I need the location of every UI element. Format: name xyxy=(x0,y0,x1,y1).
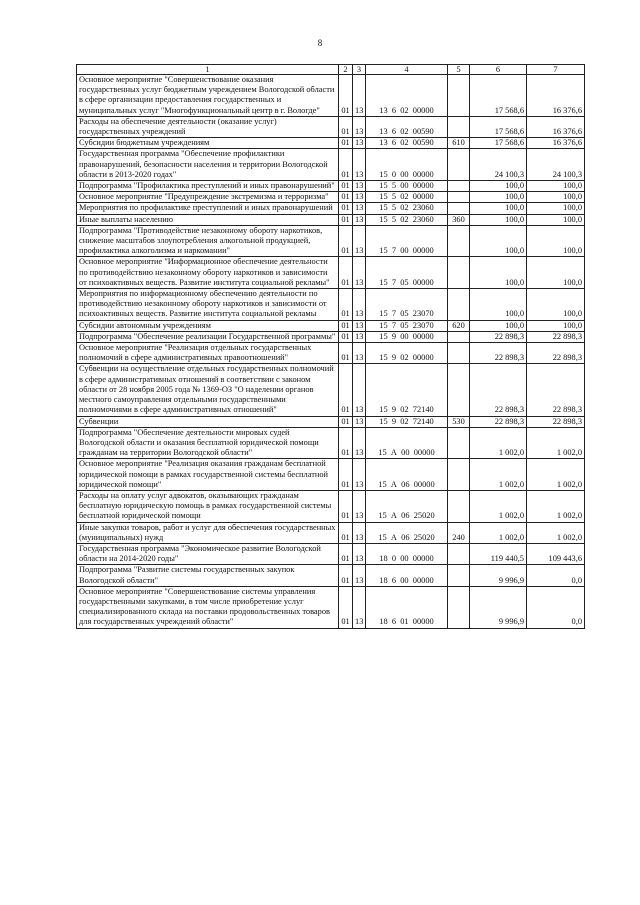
table-row xyxy=(77,565,585,586)
row-subsection-cell: 13 xyxy=(353,225,366,257)
row-amount-1-cell: 22 898,3 xyxy=(470,343,527,364)
row-expense-type-cell xyxy=(448,75,470,117)
row-section-cell: 01 xyxy=(339,192,353,203)
row-amount-2-cell: 1 002,0 xyxy=(527,427,585,459)
row-expense-type-cell xyxy=(448,192,470,203)
table-row xyxy=(77,149,585,181)
row-expense-type-cell xyxy=(448,364,470,416)
row-name-cell: Субвенции на осуществление отдельных государственных полномочий в сфере административных отношений в соответствии с законом области от 28 ноября 2005 года № 1369-ОЗ "О наделении органов местного самоуправления отдельными государственными полномочиями в сфере административных отношений" xyxy=(77,364,339,416)
table-row xyxy=(77,192,585,203)
row-name-cell: Основное мероприятие "Реализация оказания гражданам бесплатной юридической помощи в рамках государственной системы бесплатной юридической помощи" xyxy=(77,459,339,491)
row-subsection-cell: 13 xyxy=(353,331,366,342)
row-amount-2-cell: 1 002,0 xyxy=(527,490,585,522)
table-row xyxy=(77,289,585,321)
row-amount-1-cell: 22 898,3 xyxy=(470,364,527,416)
row-amount-1-cell: 100,0 xyxy=(470,203,527,214)
row-expense-type-cell: 360 xyxy=(448,214,470,225)
row-section-cell: 01 xyxy=(339,522,353,543)
row-target-code-cell: 15 А 00 00000 xyxy=(366,427,448,459)
row-name-cell: Подпрограмма "Развитие системы государственных закупок Вологодской области" xyxy=(77,565,339,586)
row-amount-2-cell: 100,0 xyxy=(527,181,585,192)
row-amount-2-cell: 100,0 xyxy=(527,192,585,203)
table-row xyxy=(77,490,585,522)
row-target-code-cell: 15 9 02 72140 xyxy=(366,364,448,416)
row-section-cell: 01 xyxy=(339,343,353,364)
row-target-code-cell: 15 0 00 00000 xyxy=(366,149,448,181)
row-subsection-cell: 13 xyxy=(353,289,366,321)
row-amount-2-cell: 22 898,3 xyxy=(527,343,585,364)
row-name-cell: Мероприятия по информационному обеспечению деятельности по противодействию незаконному обороту наркотиков и зависимости от психоактивных веществ. Развитие института социальной рекламы xyxy=(77,289,339,321)
table-row xyxy=(77,225,585,257)
row-name-cell: Расходы на оплату услуг адвокатов, оказывающих гражданам бесплатную юридическую помощь в рамках государственной системы бесплатной юридической помощи xyxy=(77,490,339,522)
row-target-code-cell: 15 А 06 25020 xyxy=(366,522,448,543)
row-target-code-cell: 15 7 05 23070 xyxy=(366,289,448,321)
row-subsection-cell: 13 xyxy=(353,320,366,331)
row-section-cell: 01 xyxy=(339,427,353,459)
row-amount-1-cell: 1 002,0 xyxy=(470,522,527,543)
row-target-code-cell: 15 9 00 00000 xyxy=(366,331,448,342)
row-expense-type-cell xyxy=(448,203,470,214)
row-amount-1-cell: 1 002,0 xyxy=(470,490,527,522)
row-subsection-cell: 13 xyxy=(353,416,366,427)
table-header-row xyxy=(77,65,585,75)
row-amount-1-cell: 100,0 xyxy=(470,181,527,192)
row-expense-type-cell: 530 xyxy=(448,416,470,427)
row-name-cell: Иные выплаты населению xyxy=(77,214,339,225)
row-amount-2-cell: 22 898,3 xyxy=(527,364,585,416)
row-target-code-cell: 15 7 00 00000 xyxy=(366,225,448,257)
row-section-cell: 01 xyxy=(339,543,353,564)
header-cell-7: 7 xyxy=(527,65,585,75)
row-amount-2-cell: 16 376,6 xyxy=(527,116,585,137)
table-row xyxy=(77,416,585,427)
row-name-cell: Расходы на обеспечение деятельности (оказание услуг) государственных учреждений xyxy=(77,116,339,137)
row-subsection-cell: 13 xyxy=(353,75,366,117)
table-row xyxy=(77,543,585,564)
row-amount-1-cell: 17 568,6 xyxy=(470,138,527,149)
row-expense-type-cell xyxy=(448,331,470,342)
row-subsection-cell: 13 xyxy=(353,364,366,416)
row-expense-type-cell: 620 xyxy=(448,320,470,331)
table-row xyxy=(77,364,585,416)
row-name-cell: Субсидии бюджетным учреждениям xyxy=(77,138,339,149)
row-amount-1-cell: 1 002,0 xyxy=(470,427,527,459)
row-amount-1-cell: 9 996,9 xyxy=(470,586,527,628)
row-amount-2-cell: 16 376,6 xyxy=(527,138,585,149)
row-amount-1-cell: 22 898,3 xyxy=(470,331,527,342)
row-amount-2-cell: 0,0 xyxy=(527,565,585,586)
row-expense-type-cell xyxy=(448,116,470,137)
row-name-cell: Субвенции xyxy=(77,416,339,427)
row-amount-1-cell: 100,0 xyxy=(470,257,527,289)
page-number: 8 xyxy=(317,38,323,48)
header-cell-3: 3 xyxy=(353,65,366,75)
row-target-code-cell: 15 9 02 00000 xyxy=(366,343,448,364)
row-amount-2-cell: 22 898,3 xyxy=(527,416,585,427)
row-expense-type-cell xyxy=(448,181,470,192)
row-expense-type-cell xyxy=(448,427,470,459)
row-name-cell: Основное мероприятие "Информационное обеспечение деятельности по противодействию незаконному обороту наркотиков и зависимости от психоактивных веществ. Развитие института социальной рекламы" xyxy=(77,257,339,289)
header-cell-4: 4 xyxy=(366,65,448,75)
row-amount-1-cell: 22 898,3 xyxy=(470,416,527,427)
row-section-cell: 01 xyxy=(339,320,353,331)
row-subsection-cell: 13 xyxy=(353,149,366,181)
row-target-code-cell: 15 7 05 00000 xyxy=(366,257,448,289)
row-section-cell: 01 xyxy=(339,116,353,137)
table-row xyxy=(77,214,585,225)
row-section-cell: 01 xyxy=(339,565,353,586)
row-subsection-cell: 13 xyxy=(353,490,366,522)
row-expense-type-cell xyxy=(448,543,470,564)
row-amount-1-cell: 100,0 xyxy=(470,320,527,331)
row-subsection-cell: 13 xyxy=(353,565,366,586)
row-amount-1-cell: 17 568,6 xyxy=(470,116,527,137)
row-target-code-cell: 18 0 00 00000 xyxy=(366,543,448,564)
table-row xyxy=(77,203,585,214)
table-row xyxy=(77,116,585,137)
row-name-cell: Иные закупки товаров, работ и услуг для обеспечения государственных (муниципальных) нужд xyxy=(77,522,339,543)
row-expense-type-cell xyxy=(448,586,470,628)
row-target-code-cell: 13 6 02 00000 xyxy=(366,75,448,117)
header-cell-1: 1 xyxy=(77,65,339,75)
row-subsection-cell: 13 xyxy=(353,257,366,289)
row-target-code-cell: 15 5 02 23060 xyxy=(366,214,448,225)
row-target-code-cell: 15 А 06 00000 xyxy=(366,459,448,491)
row-name-cell: Основное мероприятие "Совершенствование системы управления государственными закупками, в том числе приобретение услуг специализированного склада на поставки продовольственных товаров для государственных учреждений области" xyxy=(77,586,339,628)
row-expense-type-cell xyxy=(448,343,470,364)
row-name-cell: Мероприятия по профилактике преступлений и иных правонарушений xyxy=(77,203,339,214)
row-name-cell: Подпрограмма "Обеспечение деятельности мировых судей Вологодской области и оказания бесплатной юридической помощи гражданам на территории Вологодской области" xyxy=(77,427,339,459)
row-expense-type-cell xyxy=(448,289,470,321)
row-target-code-cell: 18 6 01 00000 xyxy=(366,586,448,628)
row-target-code-cell: 18 6 00 00000 xyxy=(366,565,448,586)
row-subsection-cell: 13 xyxy=(353,543,366,564)
row-amount-1-cell: 100,0 xyxy=(470,192,527,203)
row-target-code-cell: 13 6 02 00590 xyxy=(366,138,448,149)
row-amount-2-cell: 100,0 xyxy=(527,289,585,321)
row-target-code-cell: 13 6 02 00590 xyxy=(366,116,448,137)
row-name-cell: Государственная программа "Экономическое развитие Вологодской области на 2014-2020 годы" xyxy=(77,543,339,564)
table-row xyxy=(77,459,585,491)
table-row xyxy=(77,181,585,192)
row-section-cell: 01 xyxy=(339,138,353,149)
row-name-cell: Государственная программа "Обеспечение профилактики правонарушений, безопасности населения и территории Вологодской области в 2013-2020 годах" xyxy=(77,149,339,181)
row-name-cell: Подпрограмма "Противодействие незаконному обороту наркотиков, снижение масштабов злоупотребления алкогольной продукцией, профилактика алкоголизма и наркомании" xyxy=(77,225,339,257)
row-target-code-cell: 15 7 05 23070 xyxy=(366,320,448,331)
row-section-cell: 01 xyxy=(339,181,353,192)
table-row xyxy=(77,138,585,149)
row-subsection-cell: 13 xyxy=(353,586,366,628)
table-row xyxy=(77,331,585,342)
row-section-cell: 01 xyxy=(339,459,353,491)
row-section-cell: 01 xyxy=(339,586,353,628)
row-section-cell: 01 xyxy=(339,289,353,321)
row-expense-type-cell xyxy=(448,149,470,181)
row-amount-2-cell: 100,0 xyxy=(527,225,585,257)
row-amount-2-cell: 100,0 xyxy=(527,203,585,214)
row-amount-1-cell: 100,0 xyxy=(470,289,527,321)
row-amount-1-cell: 1 002,0 xyxy=(470,459,527,491)
row-name-cell: Основное мероприятие "Совершенствование оказания государственных услуг бюджетным учреждением Вологодской области в сфере организации предоставления государственных и муниципальных услуг "Многофункциональный центр в г. Вологде" xyxy=(77,75,339,117)
row-subsection-cell: 13 xyxy=(353,138,366,149)
row-expense-type-cell xyxy=(448,490,470,522)
row-amount-1-cell: 24 100,3 xyxy=(470,149,527,181)
row-section-cell: 01 xyxy=(339,75,353,117)
table-row xyxy=(77,257,585,289)
row-target-code-cell: 15 5 00 00000 xyxy=(366,181,448,192)
row-section-cell: 01 xyxy=(339,331,353,342)
row-amount-2-cell: 109 443,6 xyxy=(527,543,585,564)
row-expense-type-cell xyxy=(448,565,470,586)
row-amount-2-cell: 100,0 xyxy=(527,257,585,289)
budget-table xyxy=(76,64,585,629)
row-section-cell: 01 xyxy=(339,149,353,181)
row-section-cell: 01 xyxy=(339,225,353,257)
table-row xyxy=(77,586,585,628)
row-section-cell: 01 xyxy=(339,490,353,522)
row-expense-type-cell xyxy=(448,257,470,289)
row-subsection-cell: 13 xyxy=(353,192,366,203)
table-row xyxy=(77,320,585,331)
row-name-cell: Основное мероприятие "Реализация отдельных государственных полномочий в сфере административных правоотношений" xyxy=(77,343,339,364)
row-amount-2-cell: 1 002,0 xyxy=(527,459,585,491)
row-amount-1-cell: 17 568,6 xyxy=(470,75,527,117)
table-row xyxy=(77,522,585,543)
row-subsection-cell: 13 xyxy=(353,459,366,491)
row-subsection-cell: 13 xyxy=(353,203,366,214)
row-subsection-cell: 13 xyxy=(353,214,366,225)
row-expense-type-cell: 610 xyxy=(448,138,470,149)
row-section-cell: 01 xyxy=(339,257,353,289)
table-row xyxy=(77,343,585,364)
row-section-cell: 01 xyxy=(339,416,353,427)
row-amount-1-cell: 9 996,9 xyxy=(470,565,527,586)
row-target-code-cell: 15 9 02 72140 xyxy=(366,416,448,427)
header-cell-2: 2 xyxy=(339,65,353,75)
row-amount-2-cell: 0,0 xyxy=(527,586,585,628)
row-expense-type-cell xyxy=(448,459,470,491)
row-amount-1-cell: 100,0 xyxy=(470,225,527,257)
row-amount-2-cell: 24 100,3 xyxy=(527,149,585,181)
row-amount-2-cell: 100,0 xyxy=(527,320,585,331)
row-name-cell: Основное мероприятие "Предупреждение экстремизма и терроризма" xyxy=(77,192,339,203)
row-name-cell: Субсидии автономным учреждениям xyxy=(77,320,339,331)
row-target-code-cell: 15 5 02 00000 xyxy=(366,192,448,203)
row-amount-1-cell: 100,0 xyxy=(470,214,527,225)
row-amount-2-cell: 16 376,6 xyxy=(527,75,585,117)
row-subsection-cell: 13 xyxy=(353,116,366,137)
table-row xyxy=(77,75,585,117)
row-subsection-cell: 13 xyxy=(353,522,366,543)
row-amount-2-cell: 22 898,3 xyxy=(527,331,585,342)
row-subsection-cell: 13 xyxy=(353,427,366,459)
row-name-cell: Подпрограмма "Профилактика преступлений и иных правонарушений" xyxy=(77,181,339,192)
row-expense-type-cell xyxy=(448,225,470,257)
row-subsection-cell: 13 xyxy=(353,181,366,192)
row-amount-2-cell: 100,0 xyxy=(527,214,585,225)
row-target-code-cell: 15 5 02 23060 xyxy=(366,203,448,214)
row-section-cell: 01 xyxy=(339,214,353,225)
row-amount-2-cell: 1 002,0 xyxy=(527,522,585,543)
row-section-cell: 01 xyxy=(339,203,353,214)
row-target-code-cell: 15 А 06 25020 xyxy=(366,490,448,522)
row-subsection-cell: 13 xyxy=(353,343,366,364)
table-row xyxy=(77,427,585,459)
header-cell-5: 5 xyxy=(448,65,470,75)
row-amount-1-cell: 119 440,5 xyxy=(470,543,527,564)
row-expense-type-cell: 240 xyxy=(448,522,470,543)
header-cell-6: 6 xyxy=(470,65,527,75)
row-name-cell: Подпрограмма "Обеспечение реализации Государственной программы" xyxy=(77,331,339,342)
row-section-cell: 01 xyxy=(339,364,353,416)
